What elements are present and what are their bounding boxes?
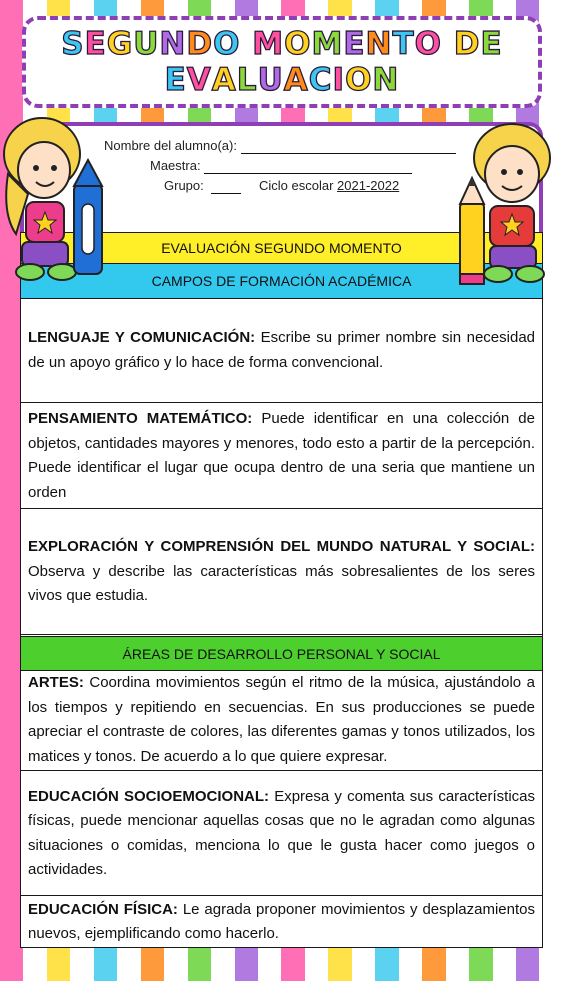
title-banner [22, 16, 542, 108]
group-row [164, 178, 399, 194]
school-year-value: 2021-2022 [337, 178, 400, 193]
section-heading: EXPLORACIÓN Y COMPRENSIÓN DEL MUNDO NATURAL Y SOCIAL: [28, 538, 535, 556]
section-heading: ARTES: [28, 674, 84, 691]
section-text: Escribe su primer nombre sin necesidad de un apoyo gráfico y lo hace de forma convencional. [28, 329, 536, 371]
personal-band: ÁREAS DE DESARROLLO PERSONAL Y SOCIAL [21, 636, 542, 671]
section-text: Coordina movimientos según el ritmo de la música, ajustándolo a los tiempos y repitiendo en secuencias. En sus producciones se puede apreciar el contraste de colores, las diferentes gamas y tonos utilizados, los matices y tonos. De acuerdo a lo que quiere expresar. [28, 674, 535, 765]
boy-with-pencil-illustration [450, 114, 560, 294]
title-line-1: SEGUNDO MOMENTO DE [61, 26, 503, 62]
section-pensamiento [21, 404, 542, 509]
teacher-field[interactable] [204, 158, 412, 174]
student-name-label: Nombre del alumno(a): [104, 138, 237, 153]
section-heading: PENSAMIENTO MATEMÁTICO: [28, 410, 253, 427]
section-lenguaje [21, 299, 542, 403]
section-text: Expresa y comenta sus características físicas, puede mencionar aquellas cosas que no le agradan como algunas situaciones o comidas, menciona lo que le gusta hacer como juegos o actividades. [28, 787, 536, 878]
section-heading: EDUCACIÓN SOCIOEMOCIONAL: [28, 787, 270, 805]
group-label: Grupo: [164, 178, 204, 193]
academic-band: CAMPOS DE FORMACIÓN ACADÉMICA [21, 264, 542, 299]
section-heading: EDUCACIÓN FÍSICA: [28, 900, 178, 918]
title-line-2: EVALUACION [164, 62, 400, 98]
teacher-row [150, 158, 412, 174]
section-socioemocional [21, 772, 542, 896]
section-heading: LENGUAJE Y COMUNICACIÓN: [28, 329, 256, 346]
teacher-label: Maestra: [150, 158, 201, 173]
evaluation-table [20, 232, 543, 948]
section-artes [21, 670, 542, 771]
student-name-row [104, 138, 456, 154]
student-name-field[interactable] [241, 138, 456, 154]
group-field[interactable] [211, 178, 241, 194]
evaluation-band: EVALUACIÓN SEGUNDO MOMENTO [21, 233, 542, 264]
girl-with-crayon-illustration [2, 114, 112, 294]
section-exploracion [21, 510, 542, 635]
section-fisica [21, 897, 542, 947]
school-year-label: Ciclo escolar [259, 178, 334, 193]
section-text: Le agrada proponer movimientos y desplazamientos nuevos, ejemplificando como hacerlo. [28, 900, 536, 942]
section-text: Puede identificar en una colección de objetos, cantidades mayores y menores, todo esto a partir de la percepción. Puede identificar el lugar que ocupa dentro de una seria que mantiene un orden [28, 410, 535, 501]
section-text: Observa y describe las características más sobresalientes de los seres vivos que estudia. [28, 562, 535, 605]
